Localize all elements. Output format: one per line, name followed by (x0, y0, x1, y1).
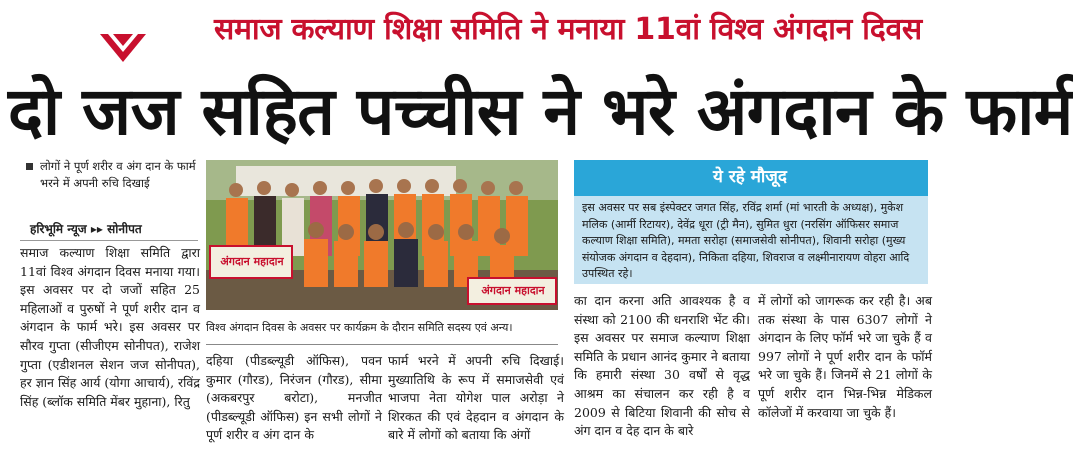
article-column-1: समाज कल्याण शिक्षा समिति द्वारा 11वां विश्व अंगदान दिवस मनाया गया। इस अवसर पर दो जजों सहित 25 महिलाओं व पुरुषों ने पूर्ण शरीर दान व अंगदान के फार्म भरे। इस अवसर पर सौरव गुप्ता (सीजीएम सोनीपत), राजेश गुप्ता (एडीशनल सेशन जज सोनीपत), हर ज्ञान सिंह आर्य (योगा आचार्य), रविंद्र सिंह (ब्लॉक समिति मेंबर मुहाना), रितु (20, 245, 200, 409)
divider (20, 240, 198, 241)
news-photo (206, 160, 558, 310)
article-column-3: फार्म भरने में अपनी रुचि दिखाई। मुख्यातिथि के रूप में समाजसेवी एवं भाजपा नेता योगेश पाल अरोड़ा ने शिरकत की एवं देहदान व अंगदान के बारे में लोगों को बताया कि अंगों (388, 353, 564, 443)
article-column-2: दहिया (पीडब्ल्यूडी ऑफिस), पवन कुमार (गौरड), निरंजन (गौरड), सीमा (अकबरपुर बरोटा), मनजीत (पीडब्ल्यूडी ऑफिस) इन सभी लोगों ने पूर्ण शरीर व अंग दान के (206, 353, 382, 443)
article-column-4: का दान करना अति आवश्यक है व संस्था को 2100 की धनराशि भेंट की। इस अवसर पर समाज कल्याण शिक्षा समिति के प्रधान आनंद कुमार ने बताया कि हमारी संस्था 30 वर्षों से वृद्ध आश्रम का संचालन कर रही है व 2009 से बिटिया शिवानी की सोच से अंग दान व देह दान के बारे (574, 293, 750, 439)
highlight-text: लोगों ने पूर्ण शरीर व अंग दान के फार्म भरने में अपनी रुचि दिखाई (40, 159, 196, 190)
main-headline: दो जज सहित पच्चीस ने भरे अंगदान के फार्म (8, 72, 1073, 150)
photo-banner-right: अंगदान महादान (481, 284, 545, 297)
chevron-down-icon (100, 30, 146, 66)
photo-caption: विश्व अंगदान दिवस के अवसर पर कार्यक्रम के दौरान समिति सदस्य एवं अन्य। (206, 312, 558, 345)
kicker-headline: समाज कल्याण शिक्षा समिति ने मनाया 11वां विश्व अंगदान दिवस (214, 12, 922, 47)
info-box-text: इस अवसर पर सब इंस्पेक्टर जगत सिंह, रविंद्र शर्मा (मां भारती के अध्यक्ष), मुकेश मलिक (आर्मी रिटायर), देवेंद्र धूरा (ट्री मैन), सुमित धुरा (नरसिंग ऑफिसर समाज कल्याण शिक्षा समिति), ममता सरोहा (समाजसेवी सोनीपत), शिवानी सरोहा (मुख्य संयोजक अंगदान व देहदान), निकिता दहिया, शिवराज व लक्ष्मीनारायण वोहरा आदि उपस्थित रहे। (582, 201, 910, 280)
photo-banner-left: अंगदान महादान (220, 255, 284, 268)
article-column-5: में लोगों को जागरूक कर रही है। अब तक संस्था के पास 6307 लोगों ने अंगदान के लिए फॉर्म भरे जा चुके हैं व 997 लोगों ने पूर्ण शरीर दान के फॉर्म भरे जा चुके हैं। जिनमें से 21 लोगों के पूर्ण शरीर दान भिन्न-भिन्न मेडिकल कॉलेजों में करवाया जा चुके हैं। (758, 293, 932, 420)
bullet-square-icon (26, 163, 33, 170)
byline: हरिभूमि न्यूज ▸▸ सोनीपत (30, 222, 142, 236)
info-box-title: ये रहे मौजूद (713, 167, 787, 187)
